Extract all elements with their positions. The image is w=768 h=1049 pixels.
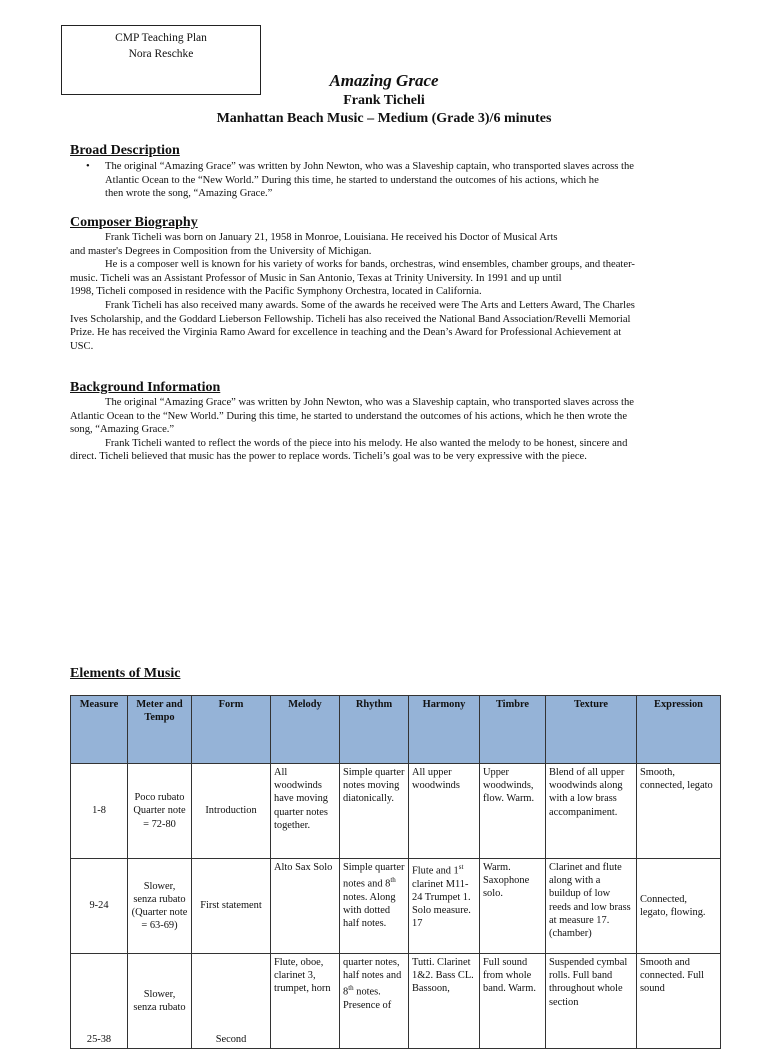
expression-cell: Smooth, connected, legato [637, 764, 721, 859]
broad-description-heading: Broad Description [70, 143, 180, 158]
rhythm-text: Simple quarter notes and 8 [343, 862, 405, 890]
bio-line: Prize. He has received the Virginia Ramo Award for excellence in teaching and the Dean’s Award for Professional Achievement at [70, 327, 622, 339]
column-header: Melody [271, 696, 340, 764]
composer-name: Frank Ticheli [343, 93, 425, 108]
column-header: Form [192, 696, 271, 764]
meter-cell: Slower, senza rubato (Quarter note = 63-69) [128, 859, 192, 954]
measure-cell: 1-8 [71, 764, 128, 859]
harmony-text: clarinet M11-24 Trumpet 1. Solo measure. 17 [412, 878, 471, 930]
background-line: song, “Amazing Grace.” [70, 424, 175, 436]
texture-cell: Clarinet and flute along with a buildup of low reeds and low brass at measure 17. (chamber) [546, 859, 637, 954]
broad-description-line: Atlantic Ocean to the “New World.” During this time, he started to understand the outcomes of his actions, which he [105, 174, 599, 186]
piece-title: Amazing Grace [329, 71, 439, 90]
elements-of-music-table [70, 695, 721, 1049]
plan-title: CMP Teaching Plan [115, 32, 207, 44]
rhythm-cell [340, 954, 409, 1049]
ordinal-suffix: th [390, 876, 396, 885]
timbre-cell: Upper woodwinds, flow. Warm. [480, 764, 546, 859]
bio-line: Ives Scholarship, and the Goddard Lieberson Fellowship. Ticheli has also received the National Band Association/Revelli Memorial [70, 313, 631, 325]
table-row [71, 859, 721, 954]
harmony-cell: Tutti. Clarinet 1&2. Bass CL. Bassoon, [409, 954, 480, 1049]
column-header: Meter and Tempo [128, 696, 192, 764]
expression-cell: Connected, legato, flowing. [637, 859, 721, 954]
rhythm-text: notes. Along with dotted half notes. [343, 891, 396, 930]
column-header: Rhythm [340, 696, 409, 764]
table-row [71, 954, 721, 1049]
column-header: Expression [637, 696, 721, 764]
timbre-cell: Warm. Saxophone solo. [480, 859, 546, 954]
background-information-heading: Background Information [70, 380, 221, 395]
bio-line: He is a composer well is known for his variety of works for bands, orchestras, wind ensembles, chamber groups, and theater- [105, 259, 635, 271]
timbre-cell: Full sound from whole band. Warm. [480, 954, 546, 1049]
rhythm-text: notes. Presence of [343, 986, 392, 1012]
rhythm-cell [340, 859, 409, 954]
harmony-text: Flute and 1 [412, 865, 459, 877]
ordinal-suffix: st [458, 863, 464, 871]
title-block [0, 70, 768, 128]
rhythm-text: quarter notes, half notes and 8 [343, 957, 402, 998]
bio-line: 1998, Ticheli composed in residence with the Pacific Symphony Orchestra, located in California. [70, 286, 482, 298]
publisher-grade-line: Manhattan Beach Music – Medium (Grade 3)/6 minutes [216, 111, 552, 126]
meter-cell: Slower, senza rubato [128, 954, 192, 1049]
ordinal-suffix: th [348, 984, 354, 993]
author-name: Nora Reschke [128, 48, 194, 60]
background-line: Atlantic Ocean to the “New World.” During this time, he started to understand the outcomes of his actions, which he then wrote the [70, 410, 628, 422]
melody-cell: All woodwinds have moving quarter notes together. [271, 764, 340, 859]
column-header: Measure [71, 696, 128, 764]
column-header: Harmony [409, 696, 480, 764]
background-information-text [70, 396, 690, 464]
form-cell: Introduction [192, 764, 271, 859]
harmony-cell: All upper woodwinds [409, 764, 480, 859]
broad-description-line: The original “Amazing Grace” was written by John Newton, who was a Slaveship captain, who transported slaves across the [105, 161, 634, 172]
melody-cell: Flute, oboe, clarinet 3, trumpet, horn [271, 954, 340, 1049]
broad-description-bullet [86, 160, 690, 201]
bio-line: USC. [70, 340, 94, 352]
table-row [71, 764, 721, 859]
composer-biography-text [70, 231, 690, 353]
texture-cell: Suspended cymbal rolls. Full band throughout whole section [546, 954, 637, 1049]
background-line: The original “Amazing Grace” was written by John Newton, who was a Slaveship captain, who transported slaves across the [105, 397, 634, 408]
background-line: direct. Ticheli believed that music has the power to replace words. Ticheli’s goal was to be very expressive with the piece. [70, 451, 587, 463]
texture-cell: Blend of all upper woodwinds along with a low brass accompaniment. [546, 764, 637, 859]
rhythm-cell: Simple quarter notes moving diatonically. [340, 764, 409, 859]
bio-line: and master's Degrees in Composition from the University of Michigan. [70, 245, 372, 257]
meter-cell: Poco rubato Quarter note = 72-80 [128, 764, 192, 859]
form-cell: Second [192, 954, 271, 1049]
bio-line: music. Ticheli was an Assistant Professor of Music in San Antonio, Texas at Trinity University. In 1991 and up until [70, 272, 562, 284]
background-line: Frank Ticheli wanted to reflect the words of the piece into his melody. He also wanted the melody to be honest, sincere and [105, 437, 628, 449]
bullet-icon: • [86, 161, 90, 172]
bio-line: Frank Ticheli was born on January 21, 1958 in Monroe, Louisiana. He received his Doctor of Musical Arts [105, 232, 558, 243]
column-header: Timbre [480, 696, 546, 764]
table-header-row [71, 696, 721, 764]
form-cell: First statement [192, 859, 271, 954]
harmony-cell [409, 859, 480, 954]
measure-cell: 9-24 [71, 859, 128, 954]
column-header: Texture [546, 696, 637, 764]
composer-biography-heading: Composer Biography [70, 215, 198, 230]
expression-cell: Smooth and connected. Full sound [637, 954, 721, 1049]
elements-of-music-heading: Elements of Music [70, 666, 181, 681]
broad-description-line: then wrote the song, “Amazing Grace.” [105, 188, 273, 200]
melody-cell: Alto Sax Solo [271, 859, 340, 954]
measure-cell: 25-38 [71, 954, 128, 1049]
bio-line: Frank Ticheli has also received many awards. Some of the awards he received were The Arts and Letters Award, The Charles [105, 299, 635, 311]
